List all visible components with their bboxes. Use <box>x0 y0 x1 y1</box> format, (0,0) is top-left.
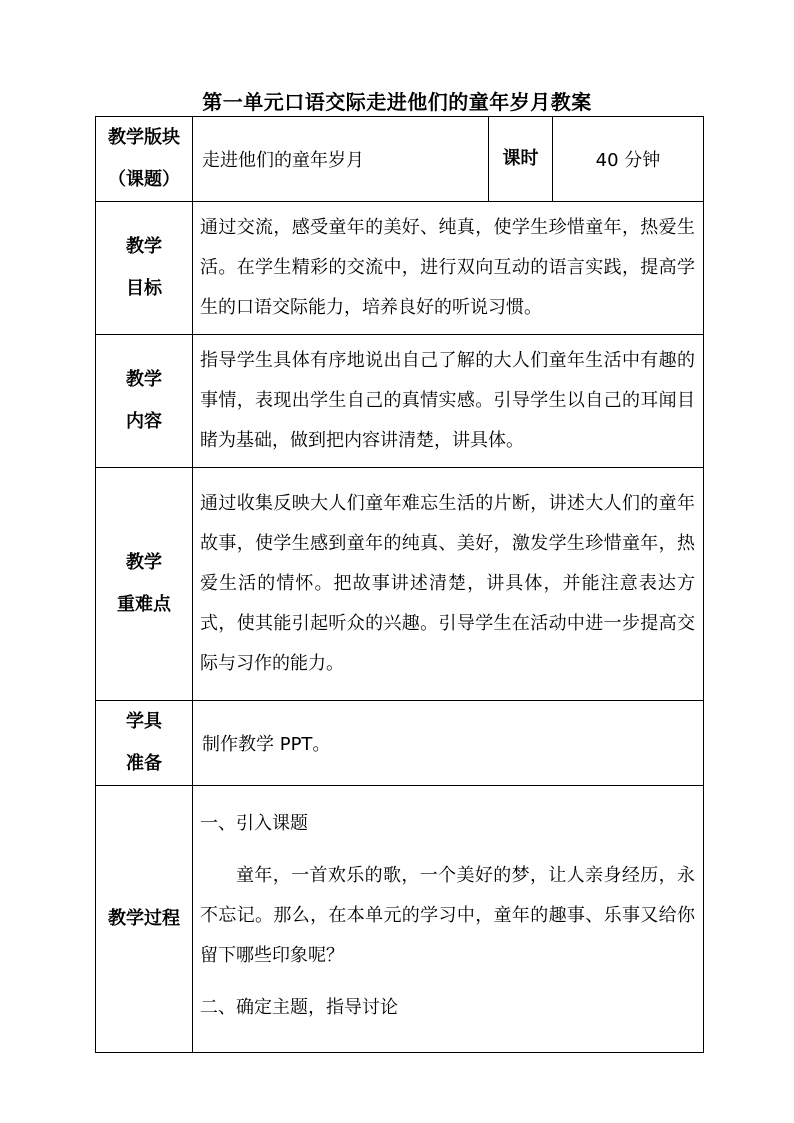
topic-row <box>96 117 704 202</box>
goals-text: 通过交流，感受童年的美好、纯真，使学生珍惜童年，热爱生活。在学生精彩的交流中，进行双向互动的语言实践，提高学生的口语交际能力，培养良好的听说习惯。 <box>193 202 704 335</box>
topic-label-cell <box>96 117 193 202</box>
topic-label-line2: （课题） <box>108 169 180 190</box>
content-text: 指导学生具体有序地说出自己了解的大人们童年生活中有趣的事情，表现出学生自己的真情实感。引导学生以自己的耳闻目睹为基础，做到把内容讲清楚，讲具体。 <box>193 335 704 468</box>
key-points-row <box>96 468 704 701</box>
content-label-line1: 教学 <box>126 369 162 390</box>
topic-label-line1: 教学版块 <box>108 127 180 148</box>
goals-label-cell <box>96 202 193 335</box>
materials-label-line2: 准备 <box>126 753 162 774</box>
goals-row <box>96 202 704 335</box>
process-section1-text: 童年，一首欢乐的歌，一个美好的梦，让人亲身经历，永不忘记。那么，在本单元的学习中，童年的趣事、乐事又给你留下哪些印象呢？ <box>200 865 695 966</box>
materials-label-cell <box>96 701 193 786</box>
materials-text: 制作教学 PPT。 <box>193 701 704 786</box>
process-section2-heading: 二、确定主题，指导讨论 <box>200 997 398 1018</box>
topic-value: 走进他们的童年岁月 <box>193 117 489 202</box>
content-label-line2: 内容 <box>126 411 162 432</box>
hours-label: 课时 <box>489 117 553 202</box>
content-row <box>96 335 704 468</box>
key-points-label-cell <box>96 468 193 701</box>
process-label: 教学过程 <box>96 786 193 1053</box>
goals-label-line2: 目标 <box>126 278 162 299</box>
process-section1-heading: 一、引入课题 <box>200 813 308 834</box>
key-points-label-line2: 重难点 <box>117 594 171 615</box>
process-cell <box>193 786 704 1053</box>
key-points-text: 通过收集反映大人们童年难忘生活的片断，讲述大人们的童年故事，使学生感到童年的纯真、美好，激发学生珍惜童年，热爱生活的情怀。把故事讲述清楚，讲具体，并能注意表达方式，使其能引起听众的兴趣。引导学生在活动中进一步提高交际与习作的能力。 <box>193 468 704 701</box>
goals-label-line1: 教学 <box>126 236 162 257</box>
lesson-plan-table <box>95 116 704 1053</box>
page-title: 第一单元口语交际走进他们的童年岁月教案 <box>202 90 592 114</box>
key-points-label-line1: 教学 <box>126 552 162 573</box>
hours-value: 40 分钟 <box>553 117 704 202</box>
materials-row <box>96 701 704 786</box>
materials-label-line1: 学具 <box>126 711 162 732</box>
content-label-cell <box>96 335 193 468</box>
process-row <box>96 786 704 1053</box>
